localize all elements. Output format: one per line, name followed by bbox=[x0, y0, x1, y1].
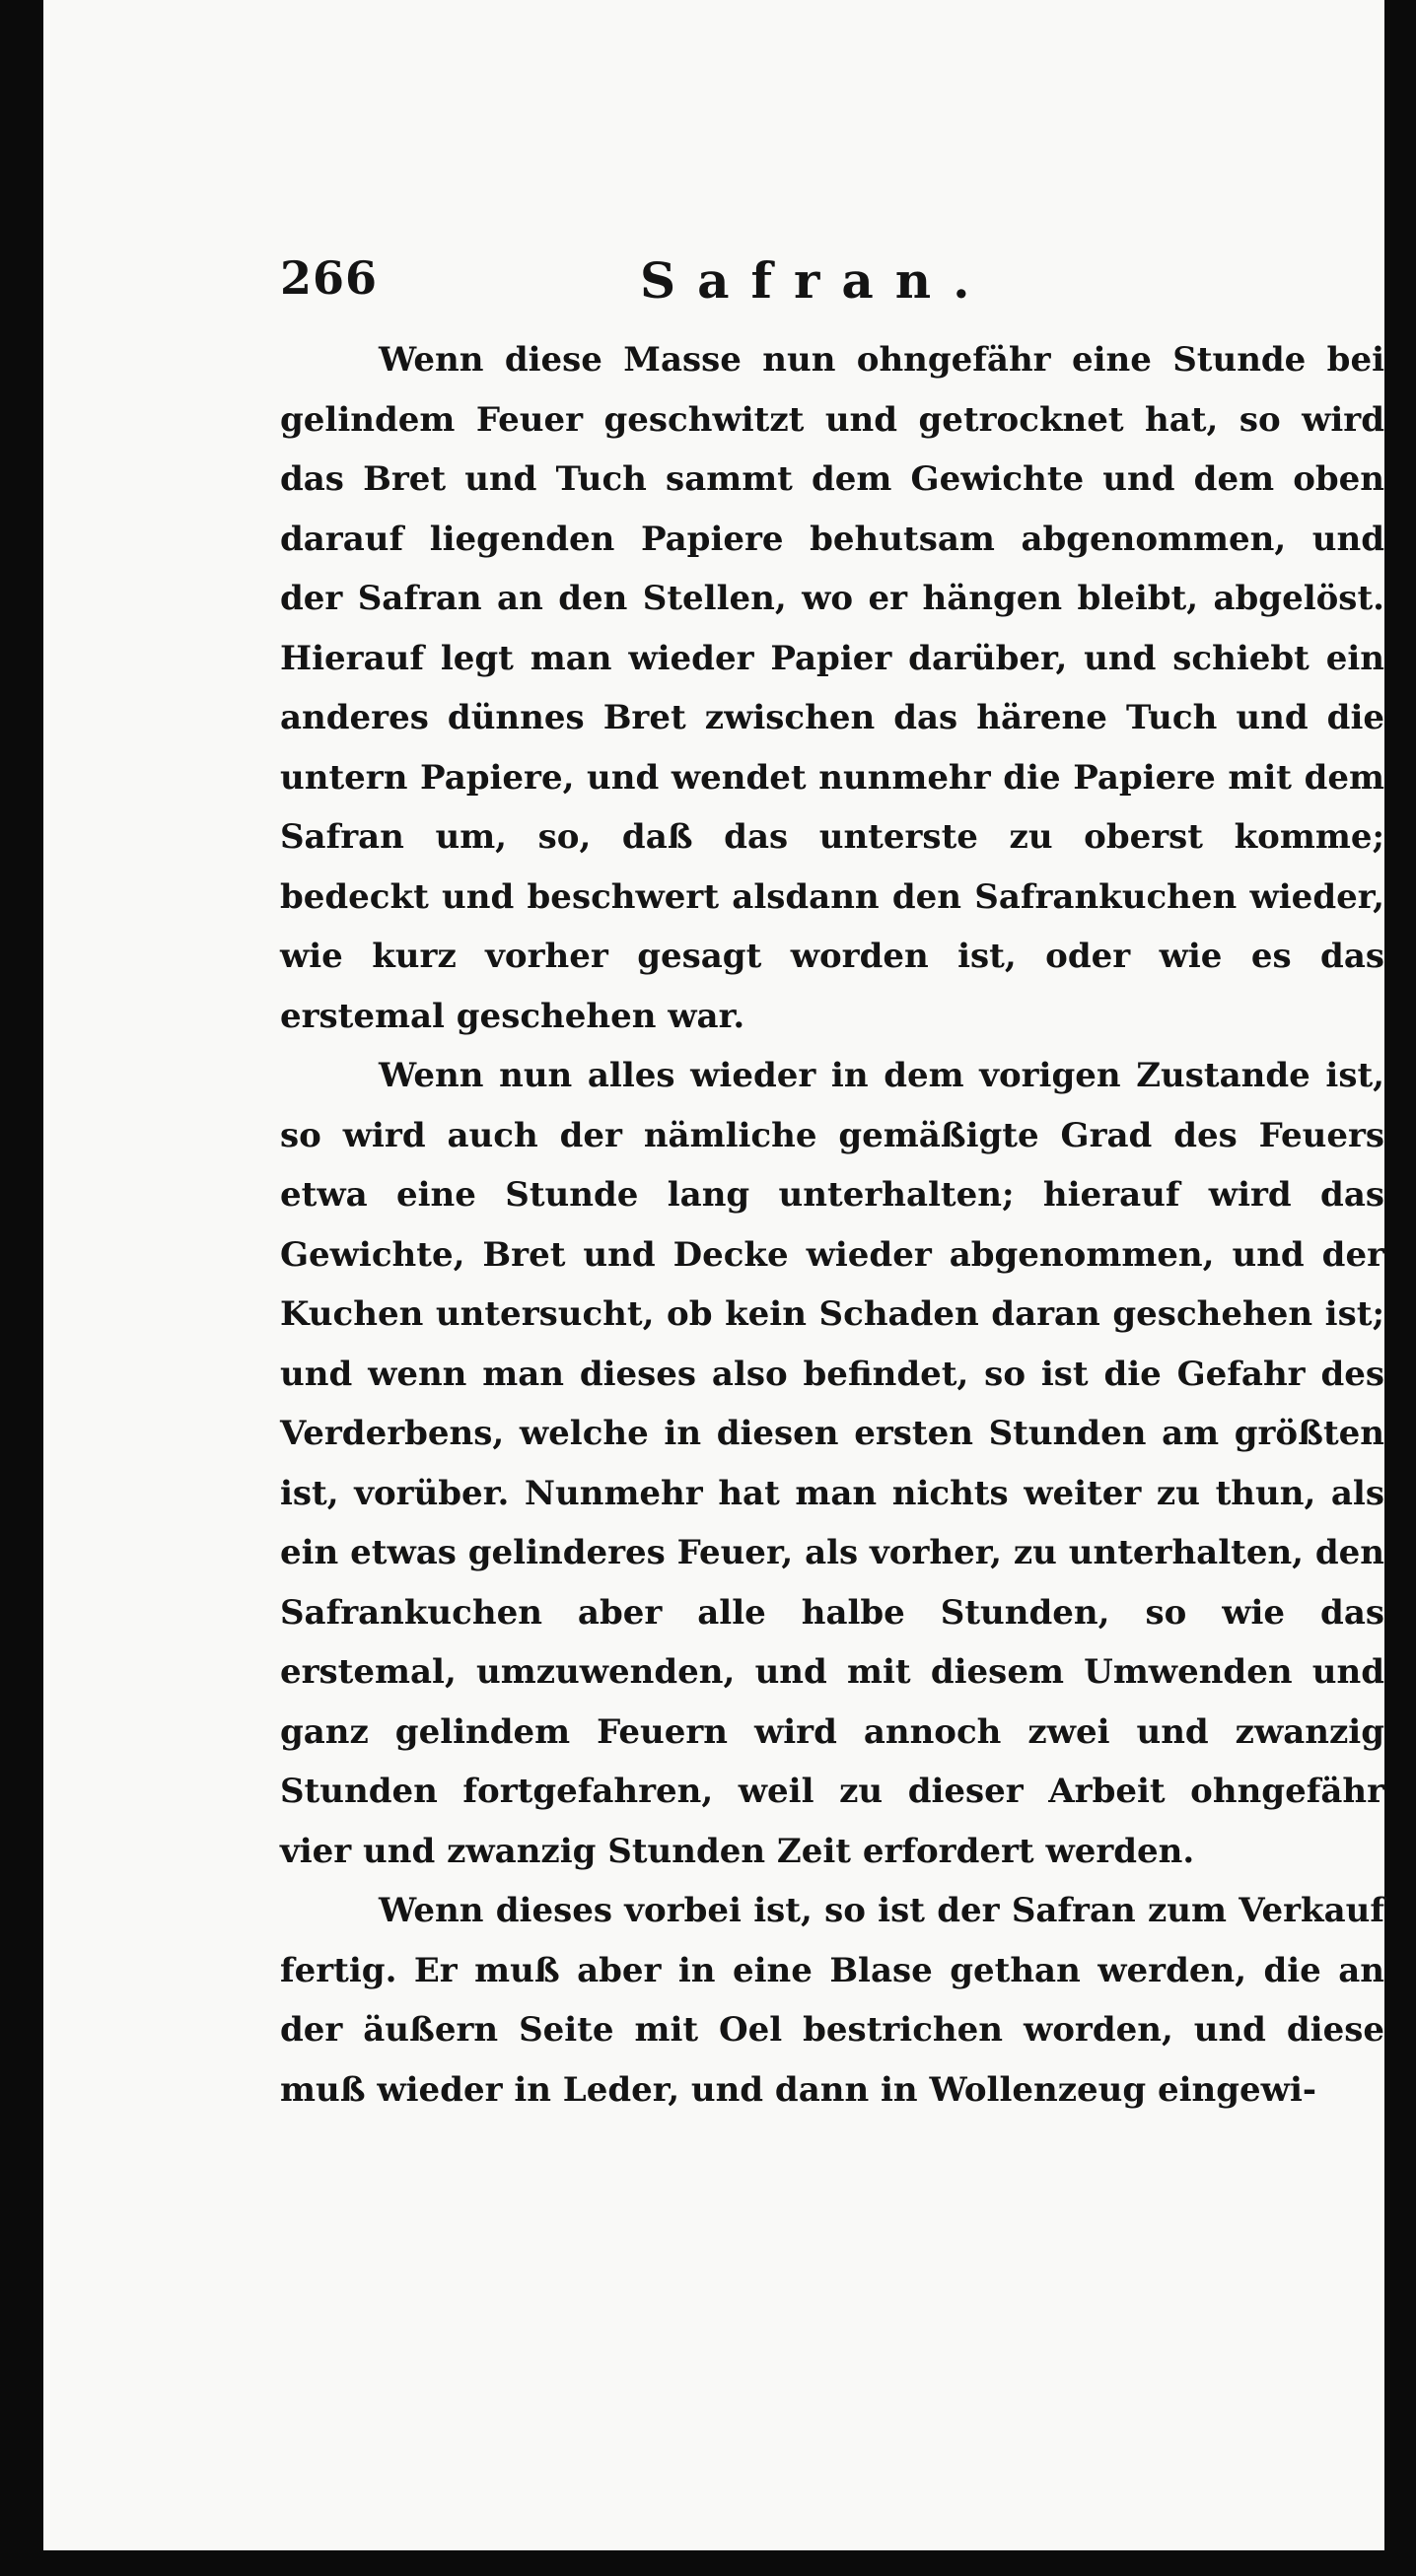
running-title: Safran. bbox=[640, 251, 992, 310]
paragraph-1: Wenn diese Masse nun ohngefähr eine Stunde bei gelindem Feuer geschwitzt und getrocknet hat, so wird das Bret und Tuch sammt dem Gewichte und dem oben darauf liegenden Papiere behutsam abgenommen, und der Safran an den Stellen, wo er hängen bleibt, abgelöst. Hierauf legt man wieder Papier darüber, und schiebt ein anderes dünnes Bret zwischen das härene Tuch und die untern Papiere, und wendet nunmehr die Papiere mit dem Safran um, so, daß das unterste zu oberst komme; bedeckt und beschwert alsdann den Safrankuchen wieder, wie kurz vorher gesagt worden ist, oder wie es das erstemal geschehen war. bbox=[280, 340, 1384, 1036]
book-page bbox=[43, 0, 1384, 2550]
body-text bbox=[280, 330, 1384, 2120]
paragraph-2: Wenn nun alles wieder in dem vorigen Zustande ist, so wird auch der nämliche gemäßigte Grad des Feuers etwa eine Stunde lang unterhalten; hierauf wird das Gewichte, Bret und Decke wieder abgenommen, und der Kuchen untersucht, ob kein Schaden daran geschehen ist; und wenn man dieses also befindet, so ist die Gefahr des Verderbens, welche in diesen ersten Stunden am größten ist, vorüber. Nunmehr hat man nichts weiter zu thun, als ein etwas gelinderes Feuer, als vorher, zu unterhalten, den Safrankuchen aber alle halbe Stunden, so wie das erstemal, umzuwenden, und mit diesem Umwenden und ganz gelindem Feuern wird annoch zwei und zwanzig Stunden fortgefahren, weil zu dieser Arbeit ohngefähr vier und zwanzig Stunden Zeit erfordert werden. bbox=[280, 1056, 1384, 1871]
page-header bbox=[280, 251, 1384, 330]
paragraph-3: Wenn dieses vorbei ist, so ist der Safran zum Verkauf fertig. Er muß aber in eine Blase gethan werden, die an der äußern Seite mit Oel bestrichen worden, und diese muß wieder in Leder, und dann in Wollenzeug eingewi- bbox=[280, 1891, 1384, 2110]
page-number: 266 bbox=[280, 251, 379, 305]
page-content bbox=[280, 251, 1384, 2120]
